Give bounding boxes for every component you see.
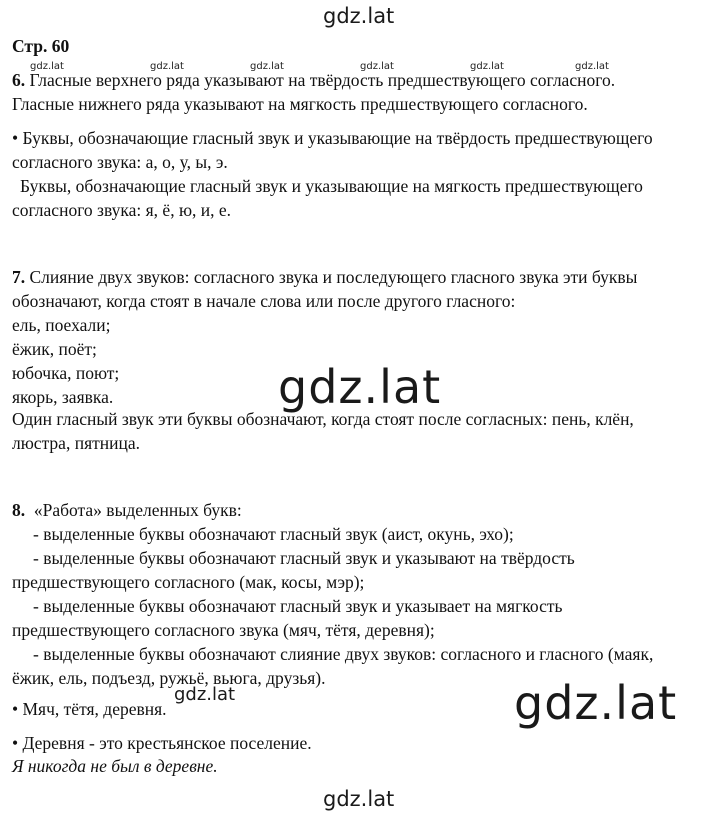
page-label: Стр. 60: [12, 36, 70, 56]
watermark-tiny-3: gdz.lat: [250, 61, 284, 72]
task6-bullet1-b: согласного звука: а, о, у, ы, э.: [12, 152, 228, 172]
watermark-middle: gdz.lat: [278, 360, 442, 414]
watermark-tiny-6: gdz.lat: [575, 61, 609, 72]
watermark-bottom: gdz.lat: [323, 787, 395, 811]
task7-example2: ёжик, поёт;: [12, 339, 97, 359]
task8-item2-a: - выделенные буквы обозначают гласный звук и указывают на твёрдость: [33, 548, 575, 568]
watermark-tiny-2: gdz.lat: [150, 61, 184, 72]
task6-bullet2-a: Буквы, обозначающие гласный звук и указывающие на мягкость предшествующего: [20, 176, 643, 196]
task8-bullet1: • Мяч, тётя, деревня.: [12, 699, 167, 719]
task7-example3: юбочка, поют;: [12, 363, 120, 383]
task7-line4: люстра, пятница.: [12, 433, 141, 453]
task6-number: 6.: [12, 70, 26, 90]
task6-text1: Гласные верхнего ряда указывают на твёрдость предшествующего согласного.: [29, 70, 616, 90]
task8-item3-a: - выделенные буквы обозначают гласный звук и указывает на мягкость: [33, 596, 563, 616]
task8-title-line: [12, 498, 242, 522]
task8-item2-b: предшествующего согласного (мак, косы, мэр);: [12, 572, 365, 592]
task8-item1: - выделенные буквы обозначают гласный звук (аист, окунь, эхо);: [33, 524, 514, 544]
task7-line2: обозначают, когда стоят в начале слова или после другого гласного:: [12, 291, 516, 311]
task7-line1: [12, 265, 637, 289]
task7-text1: Слияние двух звуков: согласного звука и последующего гласного звука эти буквы: [29, 267, 638, 287]
watermark-top: gdz.lat: [323, 4, 395, 28]
watermark-tiny-4: gdz.lat: [360, 61, 394, 72]
task6-line2: Гласные нижнего ряда указывают на мягкость предшествующего согласного.: [12, 94, 588, 114]
watermark-tiny-5: gdz.lat: [470, 61, 504, 72]
task8-number: 8.: [12, 500, 26, 520]
task8-title: «Работа» выделенных букв:: [33, 500, 242, 520]
task7-example4: якорь, заявка.: [12, 387, 114, 407]
task8-sentence: Я никогда не был в деревне.: [12, 756, 218, 776]
task7-line3: Один гласный звук эти буквы обозначают, когда стоят после согласных: пень, клён,: [12, 409, 634, 429]
watermark-tiny-1: gdz.lat: [30, 61, 64, 72]
task8-item4-b: ёжик, ель, подъезд, ружьё, вьюга, друзья).: [12, 668, 326, 688]
task6-bullet2-b: согласного звука: я, ё, ю, и, е.: [12, 200, 232, 220]
task6-line1: [12, 68, 615, 92]
watermark-large: gdz.lat: [514, 676, 678, 730]
task6-bullet1-a: • Буквы, обозначающие гласный звук и указывающие на твёрдость предшествующего: [12, 128, 653, 148]
task7-number: 7.: [12, 267, 26, 287]
task8-bullet2: • Деревня - это крестьянское поселение.: [12, 733, 312, 753]
task8-item4-a: - выделенные буквы обозначают слияние двух звуков: согласного и гласного (маяк,: [33, 644, 654, 664]
watermark-small: gdz.lat: [174, 684, 236, 705]
task7-example1: ель, поехали;: [12, 315, 111, 335]
task8-item3-b: предшествующего согласного звука (мяч, тётя, деревня);: [12, 620, 435, 640]
